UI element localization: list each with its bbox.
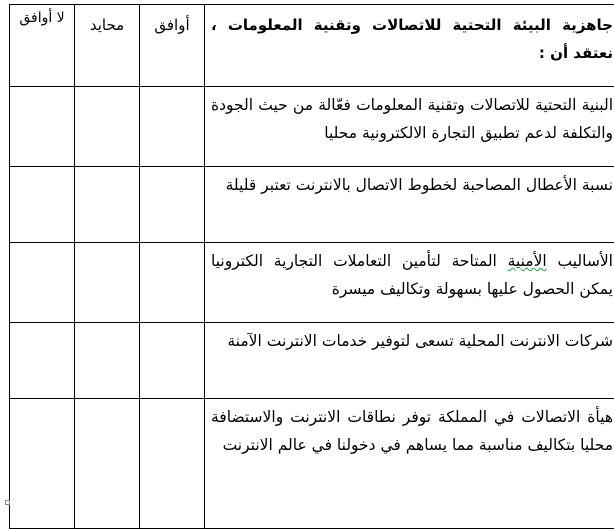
paragraph-mark-icon — [5, 500, 10, 505]
neutral-cell[interactable] — [75, 167, 140, 243]
disagree-cell[interactable] — [10, 167, 75, 243]
disagree-cell[interactable] — [10, 323, 75, 399]
spellcheck-marked-word: الأمنية — [508, 252, 547, 270]
statement-cell: نسبة الأعطال المصاحبة لخطوط الاتصال بالانترنت تعتبر قليلة — [205, 167, 614, 243]
header-question: جاهزية البيئة التحتية للاتصالات وتقنية المعلومات ، نعتقد أن : — [205, 5, 614, 87]
disagree-cell[interactable] — [10, 87, 75, 167]
header-agree: أوافق — [140, 5, 205, 87]
statement-text-before: الأساليب — [547, 252, 613, 270]
neutral-cell[interactable] — [75, 399, 140, 529]
header-neutral: محايد — [75, 5, 140, 87]
agree-cell[interactable] — [140, 243, 205, 323]
statement-cell — [205, 243, 614, 323]
neutral-cell[interactable] — [75, 87, 140, 167]
neutral-cell[interactable] — [75, 243, 140, 323]
statement-cell: هيأة الاتصالات في المملكة توفر نطاقات الانترنت والاستضافة محليا بتكاليف مناسبة مما يساهم في دخولنا في عالم الانترنت — [205, 399, 614, 529]
agree-cell[interactable] — [140, 323, 205, 399]
statement-cell: البنية التحتية للاتصالات وتقنية المعلومات فعّالة من حيث الجودة والتكلفة لدعم تطبيق التجارة الالكترونية محليا — [205, 87, 614, 167]
table-row — [10, 399, 614, 529]
table-header-row — [10, 5, 614, 87]
statement-cell: شركات الانترنت المحلية تسعى لتوفير خدمات الانترنت الآمنة — [205, 323, 614, 399]
header-disagree: لا أوافق — [10, 5, 75, 87]
table-row — [10, 323, 614, 399]
statement-text-after: المتاحة لتأمين التعاملات التجارية الكترونيا يمكن الحصول عليها بسهولة وتكاليف ميسرة — [211, 252, 613, 298]
agree-cell[interactable] — [140, 399, 205, 529]
neutral-cell[interactable] — [75, 323, 140, 399]
disagree-cell[interactable] — [10, 399, 75, 529]
table-row — [10, 87, 614, 167]
table-row — [10, 243, 614, 323]
disagree-cell[interactable] — [10, 243, 75, 323]
agree-cell[interactable] — [140, 167, 205, 243]
agree-cell[interactable] — [140, 87, 205, 167]
table-row — [10, 167, 614, 243]
survey-table — [9, 4, 614, 529]
